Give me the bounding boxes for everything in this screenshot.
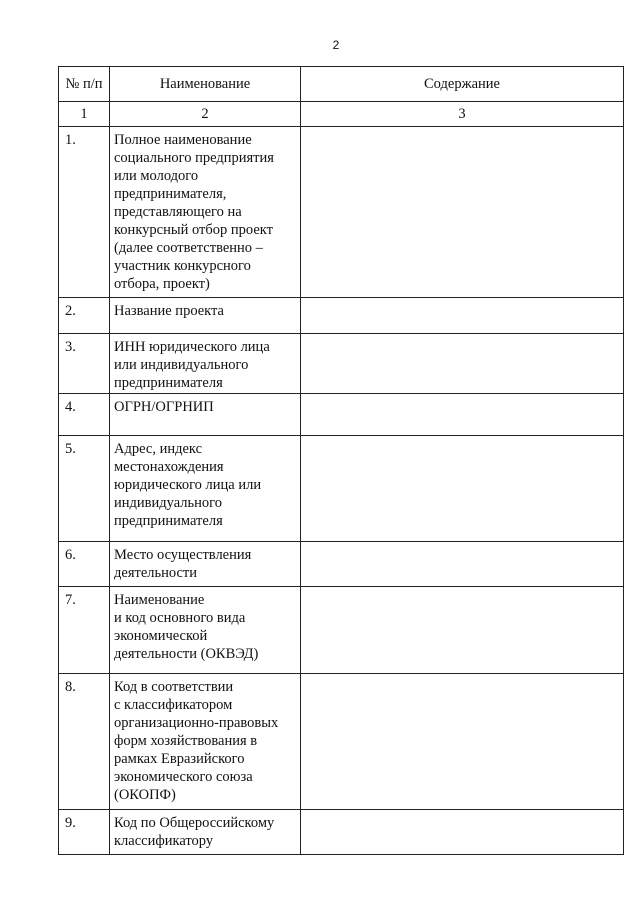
row-name: Название проекта: [114, 303, 224, 319]
row-number: 8.: [59, 674, 110, 810]
row-number: 9.: [59, 810, 110, 855]
column-index: 1: [59, 102, 110, 127]
column-index: 3: [301, 102, 624, 127]
row-name-cell: [110, 298, 301, 334]
table-row: [59, 394, 624, 436]
row-number: 5.: [59, 436, 110, 542]
row-name: Полное наименование социального предприятия или молодого предпринимателя, представляющего на конкурсный отбор проект (далее соответственно – участник конкурсного отбора, проект): [114, 132, 274, 292]
table-row: [59, 674, 624, 810]
row-name-cell: [110, 127, 301, 298]
row-name: Наименование и код основного вида экономической деятельности (ОКВЭД): [114, 592, 259, 662]
table-row: [59, 436, 624, 542]
header-name: Наименование: [110, 67, 301, 102]
row-name-cell: [110, 810, 301, 855]
header-content: Содержание: [301, 67, 624, 102]
row-name-cell: [110, 436, 301, 542]
table-row: [59, 810, 624, 855]
row-name: ОГРН/ОГРНИП: [114, 399, 214, 415]
row-content-field[interactable]: [301, 674, 624, 810]
row-content-field[interactable]: [301, 394, 624, 436]
row-number: 3.: [59, 334, 110, 394]
column-index: 2: [110, 102, 301, 127]
row-name: Место осуществления деятельности: [114, 547, 252, 581]
row-content-field[interactable]: [301, 436, 624, 542]
row-name-cell: [110, 674, 301, 810]
row-content-field[interactable]: [301, 298, 624, 334]
row-name: Код по Общероссийскому классификатору: [114, 815, 275, 849]
table-row: [59, 127, 624, 298]
row-name: Адрес, индекс местонахождения юридического лица или индивидуального предпринимателя: [114, 441, 262, 529]
table-header-row: [59, 67, 624, 102]
row-content-field[interactable]: [301, 334, 624, 394]
table-row: [59, 542, 624, 587]
column-index-row: [59, 102, 624, 127]
row-name-cell: [110, 334, 301, 394]
row-content-field[interactable]: [301, 127, 624, 298]
table-row: [59, 298, 624, 334]
header-number: № п/п: [59, 67, 110, 102]
row-name-cell: [110, 542, 301, 587]
row-number: 7.: [59, 587, 110, 674]
page-number: 2: [332, 38, 340, 52]
row-content-field[interactable]: [301, 542, 624, 587]
table-row: [59, 334, 624, 394]
table-row: [59, 587, 624, 674]
row-content-field[interactable]: [301, 810, 624, 855]
row-name-cell: [110, 394, 301, 436]
row-number: 2.: [59, 298, 110, 334]
row-number: 4.: [59, 394, 110, 436]
row-number: 1.: [59, 127, 110, 298]
application-form-table: [58, 66, 624, 855]
row-name-cell: [110, 587, 301, 674]
row-number: 6.: [59, 542, 110, 587]
row-name: ИНН юридического лица или индивидуального предпринимателя: [114, 339, 270, 391]
row-content-field[interactable]: [301, 587, 624, 674]
row-name: Код в соответствии с классификатором организационно-правовых форм хозяйствования в рамках Евразийского экономического союза (ОКОПФ): [114, 679, 279, 803]
